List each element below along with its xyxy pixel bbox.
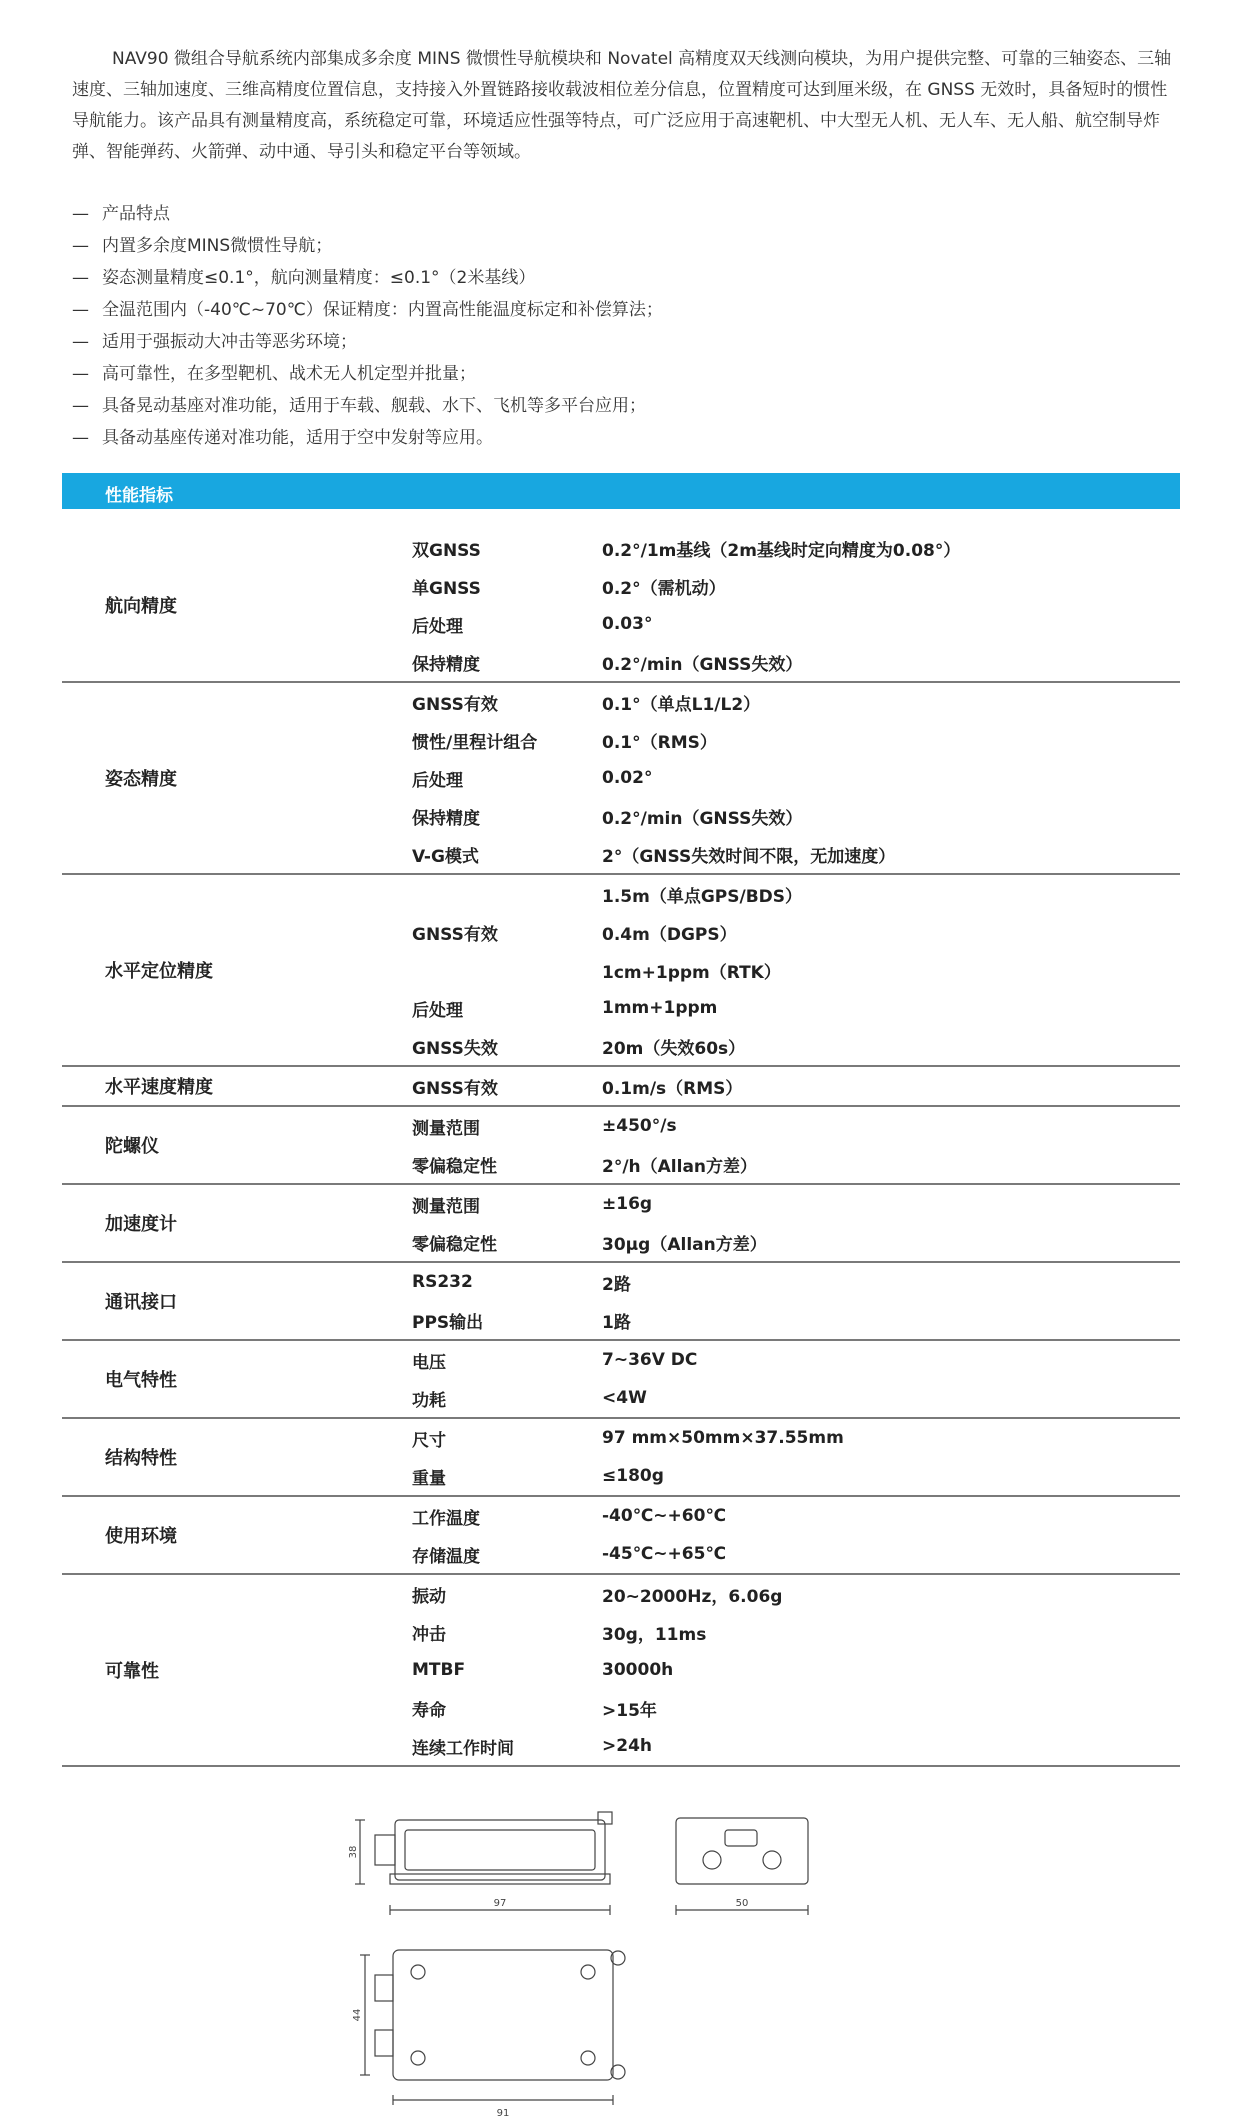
feature-item: — 全温范围内（-40℃~70℃）保证精度：内置高性能温度标定和补偿算法；	[72, 294, 1182, 326]
spec-row: 单GNSS 0.2°（需机动）	[412, 578, 726, 599]
dim-side-height: 38	[348, 1845, 359, 1859]
spec-row: 保持精度 0.2°/min（GNSS失效）	[412, 808, 803, 829]
spec-group-comm	[62, 1263, 1180, 1341]
feature-item: — 具备动基座传递对准功能，适用于空中发射等应用。	[72, 422, 1182, 454]
dim-top-width: 44	[352, 2008, 363, 2022]
spec-row: 后处理 0.03°	[412, 614, 653, 637]
spec-row: 存储温度 -45℃~+65℃	[412, 1544, 727, 1567]
feature-item: — 具备晃动基座对准功能，适用于车载、舰载、水下、飞机等多平台应用；	[72, 390, 1182, 422]
top-view-connector-b	[375, 2030, 393, 2056]
spec-row: GNSS有效 0.1°（单点L1/L2）	[412, 694, 761, 715]
category-label: 水平速度精度	[105, 1077, 213, 1098]
spec-group-attitude	[62, 683, 1180, 875]
spec-title-bar	[62, 473, 1180, 509]
category-label: 通讯接口	[105, 1292, 177, 1313]
side-view-panel	[405, 1830, 595, 1870]
category-label: 使用环境	[105, 1526, 177, 1547]
top-view-hole	[581, 1965, 595, 1979]
spec-row: MTBF 30000h	[412, 1660, 674, 1680]
top-view-connector-a	[375, 1975, 393, 2001]
dash: —	[72, 204, 89, 224]
spec-group-electric	[62, 1341, 1180, 1419]
spec-group-velocity	[62, 1067, 1180, 1107]
spec-row: 功耗 <4W	[412, 1388, 647, 1411]
top-view-body	[393, 1950, 613, 2080]
spec-row: 工作温度 -40℃~+60℃	[412, 1506, 727, 1529]
spec-row: 冲击 30g，11ms	[412, 1624, 707, 1645]
category-label: 加速度计	[105, 1214, 177, 1235]
spec-row: 测量范围 ±16g	[412, 1194, 653, 1217]
spec-row: 惯性/里程计组合 0.1°（RMS）	[412, 732, 717, 753]
top-view-hole	[411, 1965, 425, 1979]
side-view-connector	[375, 1835, 395, 1865]
category-label: 结构特性	[105, 1448, 177, 1469]
feature-item: — 适用于强振动大冲击等恶劣环境；	[72, 326, 1182, 358]
spec-row: 双GNSS 0.2°/1m基线（2m基线时定向精度为0.08°）	[412, 540, 961, 561]
dash: —	[72, 268, 89, 288]
spec-row: 寿命 >15年	[412, 1700, 657, 1721]
spec-row: 重量 ≤180g	[412, 1466, 664, 1489]
spec-row: GNSS有效 0.1m/s（RMS）	[412, 1078, 743, 1099]
spec-table	[62, 529, 1180, 1767]
intro-paragraph: NAV90 微组合导航系统内部集成多余度 MINS 微惯性导航模块和 Novatel 高精度双天线测向模块，为用户提供完整、可靠的三轴姿态、三轴速度、三轴加速度、三维高精度位置信息，支持接入外置链路接收载波相位差分信息，位置精度可达到厘米级，在 GNSS 无效时，具备短时的惯性导航能力。该产品具有测量精度高，系统稳定可靠，环境适应性强等特点，可广泛应用于高速靶机、中大型无人机、无人车、无人船、航空制导炸弹、智能弹药、火箭弹、动中通、导引头和稳定平台等领域。	[72, 49, 1172, 162]
spec-row: 后处理 0.02°	[412, 768, 653, 791]
spec-group-heading	[62, 529, 1180, 683]
spec-group-gyro	[62, 1107, 1180, 1185]
spec-row: GNSS失效 20m（失效60s）	[412, 1038, 746, 1059]
dash: —	[72, 364, 89, 384]
side-view-body	[395, 1820, 605, 1880]
end-view-connector	[725, 1830, 757, 1846]
category-label: 电气特性	[105, 1370, 177, 1391]
spec-row: PPS输出 1路	[412, 1312, 631, 1333]
dimension-drawings	[0, 1790, 1241, 2120]
spec-row: 电压 7~36V DC	[412, 1350, 698, 1373]
category-label: 可靠性	[105, 1661, 159, 1682]
end-view-port-left	[703, 1851, 721, 1869]
top-view-hole	[581, 2051, 595, 2065]
dim-end-width: 50	[735, 1898, 749, 1909]
spec-subgroup: GNSS有效 1.5m（单点GPS/BDS） 0.4m（DGPS） 1cm+1ppm（RTK）	[412, 886, 803, 983]
dash: —	[72, 428, 89, 448]
side-view-base	[390, 1874, 610, 1884]
spec-group-structure	[62, 1419, 1180, 1497]
category-label: 航向精度	[105, 596, 177, 617]
spec-row: 振动 20~2000Hz，6.06g	[412, 1586, 783, 1607]
dash: —	[72, 332, 89, 352]
spec-row: 尺寸 97 mm×50mm×37.55mm	[412, 1428, 844, 1451]
dash: —	[72, 300, 89, 320]
category-label: 水平定位精度	[105, 961, 213, 982]
dim-side-width: 97	[493, 1898, 507, 1909]
spec-group-accelerometer	[62, 1185, 1180, 1263]
feature-item: — 内置多余度MINS微惯性导航；	[72, 230, 1182, 262]
spec-row: 零偏稳定性 2°/h（Allan方差）	[412, 1156, 758, 1177]
spec-title: 性能指标	[105, 486, 173, 506]
dash: —	[72, 396, 89, 416]
category-label: 陀螺仪	[105, 1136, 159, 1157]
top-view-hole	[411, 2051, 425, 2065]
feature-item: — 高可靠性，在多型靶机、战术无人机定型并批量；	[72, 358, 1182, 390]
spec-group-reliability	[62, 1575, 1180, 1767]
dash: —	[72, 236, 89, 256]
spec-row: 测量范围 ±450°/s	[412, 1116, 677, 1139]
spec-row: 连续工作时间 >24h	[412, 1736, 653, 1759]
dim-top-length: 91	[496, 2108, 510, 2119]
spec-row: 保持精度 0.2°/min（GNSS失效）	[412, 654, 803, 675]
spec-row: 后处理 1mm+1ppm	[412, 998, 718, 1021]
end-view-body	[676, 1818, 808, 1884]
end-view-port-right	[763, 1851, 781, 1869]
spec-row: V-G模式 2°（GNSS失效时间不限，无加速度）	[412, 846, 896, 867]
spec-row: RS232 2路	[412, 1272, 631, 1295]
feature-item: — 产品特点	[72, 198, 1182, 230]
category-label: 姿态精度	[105, 769, 177, 790]
feature-item: — 姿态测量精度≤0.1°，航向测量精度：≤0.1°（2米基线）	[72, 262, 1182, 294]
spec-group-position	[62, 875, 1180, 1067]
feature-list	[72, 198, 1182, 454]
spec-row: 零偏稳定性 30μg（Allan方差）	[412, 1234, 767, 1255]
spec-group-environment	[62, 1497, 1180, 1575]
